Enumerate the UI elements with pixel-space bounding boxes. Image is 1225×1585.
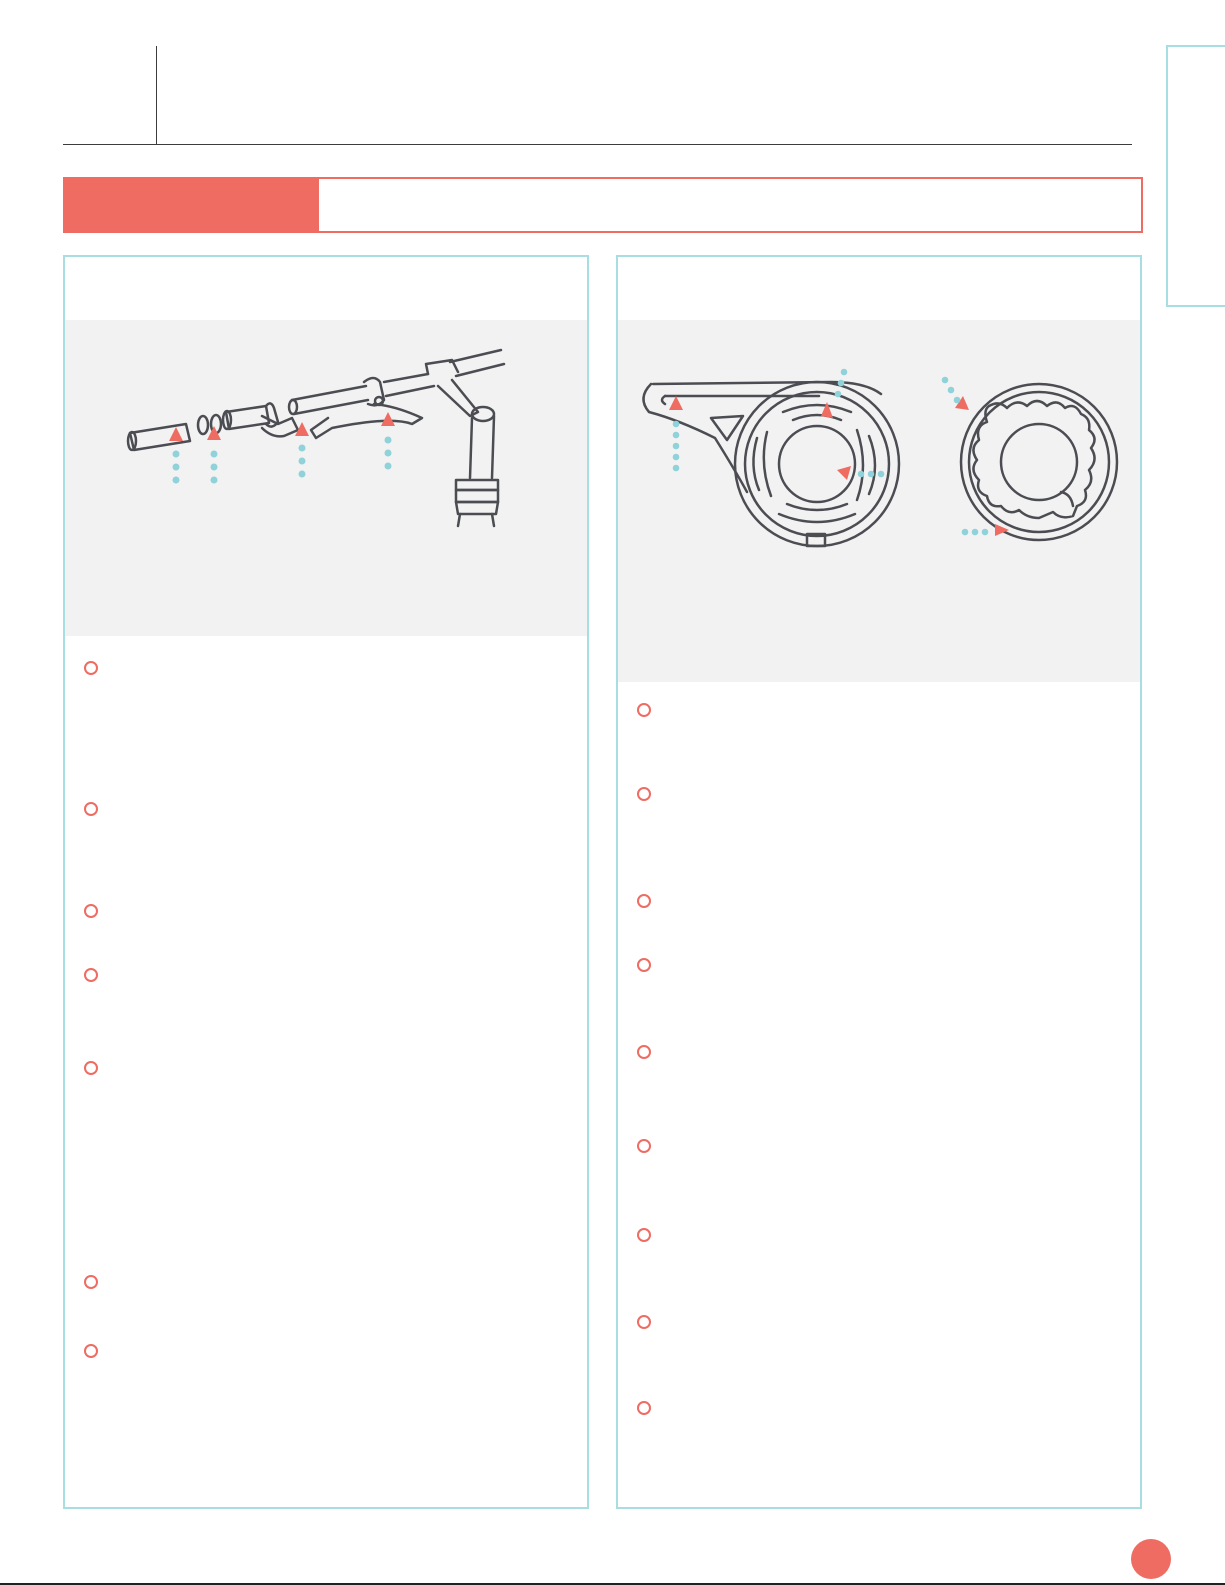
chainguard-and-chainring-illustration [618,320,1140,682]
checklist-bullet-2 [637,787,651,801]
checklist-bullet-5 [637,1045,651,1059]
checklist-bullet-6 [84,1275,98,1289]
checklist-bullet-7 [84,1344,98,1358]
checklist-bullet-9 [637,1401,651,1415]
checklist-bullet-4 [637,958,651,972]
checklist-bullet-7 [637,1228,651,1242]
header-rule [63,144,1132,145]
checklist-bullet-3 [637,894,651,908]
checklist-bullet-8 [637,1315,651,1329]
chapter-side-tab [1166,45,1225,307]
chainguard-line-art [618,320,1140,682]
handlebar-brake-lever-illustration [65,320,587,636]
header-divider-vertical [156,46,157,145]
section-banner [63,177,1143,233]
checklist-bullet-6 [637,1139,651,1153]
checklist-bullet-4 [84,968,98,982]
page-number-badge [1131,1539,1171,1579]
checklist-bullet-1 [84,661,98,675]
checklist-bullet-2 [84,802,98,816]
section-banner-label-block [65,179,319,231]
checklist-bullet-1 [637,703,651,717]
checklist-bullet-3 [84,904,98,918]
checklist-bullet-5 [84,1061,98,1075]
left-checklist-panel [63,255,589,1509]
handlebar-line-art [65,320,587,636]
right-checklist-panel [616,255,1142,1509]
